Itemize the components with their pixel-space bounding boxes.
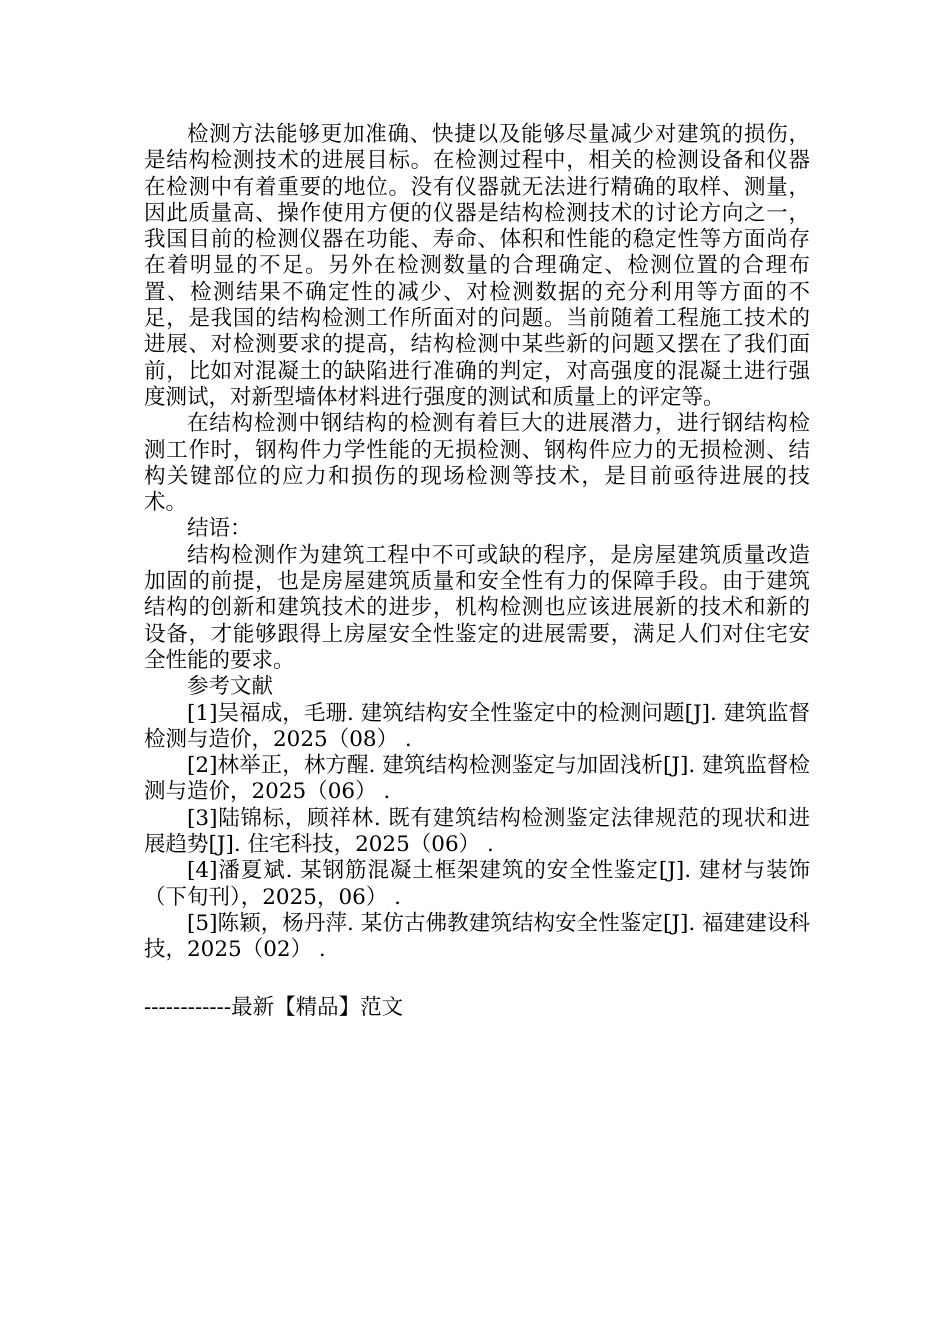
- reference-item: [5]陈颖，杨丹萍. 某仿古佛教建筑结构安全性鉴定[J]. 福建建设科技，2025（02） .: [144, 910, 810, 963]
- conclusion-heading: 结语：: [187, 516, 252, 542]
- reference-item: [3]陆锦标，顾祥林. 既有建筑结构检测鉴定法律规范的现状和进展趋势[J]. 住宅科技，2025（06） .: [144, 805, 810, 858]
- references-heading: 参考文献: [187, 674, 274, 700]
- conclusion-paragraph: 结构检测作为建筑工程中不可或缺的程序，是房屋建筑质量改造加固的前提，也是房屋建筑质量和安全性有力的保障手段。由于建筑结构的创新和建筑技术的进步，机构检测也应该进展新的技术和新的设备，才能够跟得上房屋安全性鉴定的进展需要，满足人们对住宅安全性能的要求。: [144, 542, 810, 673]
- footer-label: ------------最新【精品】范文: [144, 995, 404, 1020]
- body-paragraph-2: 在结构检测中钢结构的检测有着巨大的进展潜力，进行钢结构检测工作时，钢构件力学性能的无损检测、钢构件应力的无损检测、结构关键部位的应力和损伤的现场检测等技术，是目前亟待进展的技术。: [144, 411, 810, 516]
- reference-item: [2]林举正，林方醒. 建筑结构检测鉴定与加固浅析[J]. 建筑监督检测与造价，2025（06） .: [144, 753, 810, 805]
- document-body: [144, 122, 810, 964]
- reference-item: [1]吴福成，毛珊. 建筑结构安全性鉴定中的检测问题[J]. 建筑监督检测与造价，2025（08） .: [144, 700, 810, 752]
- body-paragraph-1: 检测方法能够更加准确、快捷以及能够尽量减少对建筑的损伤，是结构检测技术的进展目标。在检测过程中，相关的检测设备和仪器在检测中有着重要的地位。没有仪器就无法进行精确的取样、测量，因此质量高、操作使用方便的仪器是结构检测技术的讨论方向之一，我国目前的检测仪器在功能、寿命、体积和性能的稳定性等方面尚存在着明显的不足。另外在检测数量的合理确定、检测位置的合理布置、检测结果不确定性的减少、对检测数据的充分利用等方面的不足，是我国的结构检测工作所面对的问题。当前随着工程施工技术的进展、对检测要求的提高，结构检测中某些新的问题又摆在了我们面前，比如对混凝土的缺陷进行准确的判定，对高强度的混凝土进行强度测试，对新型墙体材料进行强度的测试和质量上的评定等。: [144, 122, 810, 410]
- reference-item: [4]潘夏斌. 某钢筋混凝土框架建筑的安全性鉴定[J]. 建材与装饰（下旬刊），2025，06） .: [144, 858, 810, 910]
